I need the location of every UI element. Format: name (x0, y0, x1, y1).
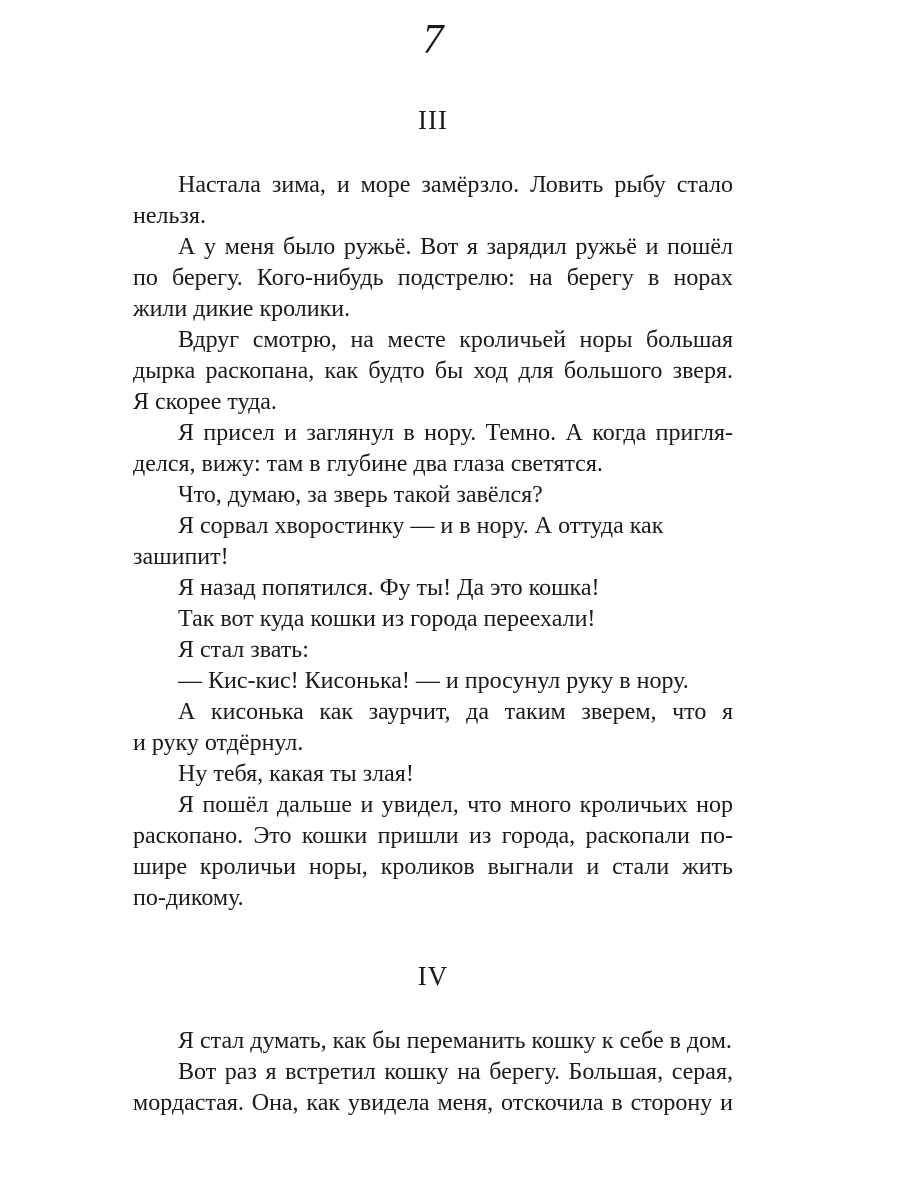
text-line: раскопано. Это кошки пришли из города, раскопали по- (133, 823, 733, 849)
text-line: дырка раскопана, как будто бы ход для большого зверя. (133, 358, 733, 384)
text-line: Я пошёл дальше и увидел, что много кроличьих нор (178, 792, 733, 818)
text-line: Вот раз я встретил кошку на берегу. Большая, серая, (178, 1059, 733, 1085)
paragraph (133, 790, 733, 914)
text-line: жили дикие кролики. (133, 296, 351, 322)
text-line: по берегу. Кого-нибудь подстрелю: на берегу в норах (133, 265, 733, 291)
paragraph (133, 1057, 733, 1119)
text-line: Я скорее туда. (133, 389, 277, 415)
text-line: Я стал звать: (178, 637, 309, 663)
text-line: А кисонька как заурчит, да таким зверем, что я (178, 699, 733, 725)
paragraph (133, 604, 733, 635)
paragraph (133, 511, 733, 573)
paragraph (133, 573, 733, 604)
text-line: Так вот куда кошки из города переехали! (178, 606, 596, 632)
paragraph (133, 1026, 733, 1057)
text-line: нельзя. (133, 203, 206, 229)
text-line: Я присел и заглянул в нору. Темно. А когда пригля- (178, 420, 733, 446)
text-block (133, 104, 733, 1119)
section-body (133, 1026, 733, 1119)
section-body (133, 170, 733, 914)
section (133, 104, 733, 914)
text-line: А у меня было ружьё. Вот я зарядил ружьё и пошёл (178, 234, 733, 260)
section (133, 960, 733, 1119)
paragraph (133, 480, 733, 511)
paragraph (133, 759, 733, 790)
paragraph (133, 635, 733, 666)
paragraph (133, 418, 733, 480)
text-line: Я назад попятился. Фу ты! Да это кошка! (178, 575, 600, 601)
text-line: мордастая. Она, как увидела меня, отскочила в сторону и (133, 1090, 733, 1116)
text-line: по-дикому. (133, 885, 244, 911)
paragraph (133, 697, 733, 759)
text-line: Я сорвал хворостинку — и в нору. А оттуда как зашипит! (133, 513, 664, 570)
paragraph (133, 232, 733, 325)
section-heading: III (418, 105, 448, 135)
text-line: шире кроличьи норы, кроликов выгнали и стали жить (133, 854, 733, 880)
text-line: Ну тебя, какая ты злая! (178, 761, 414, 787)
text-line: Что, думаю, за зверь такой завёлся? (178, 482, 543, 508)
text-line: и руку отдёрнул. (133, 730, 304, 756)
text-line: Вдруг смотрю, на месте кроличьей норы большая (178, 327, 733, 353)
text-line: делся, вижу: там в глубине два глаза светятся. (133, 451, 603, 477)
paragraph (133, 325, 733, 418)
text-line: Я стал думать, как бы переманить кошку к себе в дом. (178, 1028, 732, 1054)
paragraph (133, 666, 733, 697)
page-number: 7 (422, 17, 444, 63)
text-line: — Кис-кис! Кисонька! — и просунул руку в нору. (178, 668, 689, 694)
paragraph (133, 170, 733, 232)
section-heading: IV (417, 961, 449, 991)
text-line: Настала зима, и море замёрзло. Ловить рыбу стало (178, 172, 733, 198)
